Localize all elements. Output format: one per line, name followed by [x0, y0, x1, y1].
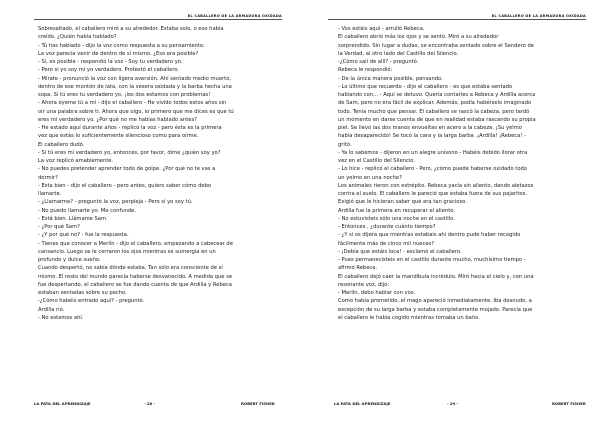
footer-author: ROBERT FISHER: [241, 401, 275, 406]
text-line: - Ya lo sabemos - dijeron en un alegre unísono - Habéis debido llorar otra: [338, 149, 528, 156]
text-line: El caballero dejó caer la mandíbula incrédulo. Miró hacia el cielo y, con una: [338, 273, 534, 280]
text-line: - Vos estáis aquí - arrulló Rebeca.: [338, 26, 425, 32]
text-line: Cuando despertó, no sabía dónde estaba. Tan sólo era consciente de sí: [38, 265, 223, 272]
text-line: el caballero le había cogido mientras tomaba un baño.: [338, 314, 480, 321]
text-line: - ¿Llamarme? - preguntó la voz, perpleja - Pero sí yo soy tú.: [38, 199, 193, 206]
text-line: La voz replicó amablemente.: [38, 158, 114, 164]
footer-author: ROBERT FISHER: [552, 401, 586, 406]
text-line: La voz parecía venir de dentro de sí mismo. ¿Eso era posible?: [38, 50, 199, 57]
text-line: - Lo hice - replicó el caballero - Pero, ¿cómo puede haberse oxidado todo: [338, 166, 527, 173]
text-line: - No estamos ahí.: [38, 314, 84, 321]
text-line: afirmó Rebeca.: [338, 265, 378, 272]
page-number: - 28 -: [144, 401, 156, 406]
text-line: - ¡Debía que estáis loca! - exclamó el caballero.: [338, 248, 462, 255]
text-line: sorprendido. Sin lugar a dudas, se encontraba sentado sobre el Sendero de: [338, 42, 534, 49]
text-line: El caballero dudó.: [38, 141, 85, 148]
text-line: un momento en darse cuenta de que en realidad estaba rascando su propia: [338, 116, 536, 123]
text-line: dormir?: [38, 174, 58, 181]
text-line: gritó.: [338, 141, 352, 148]
text-line: piel. Se llevó las dos manos envueltas en acero a la cabeza. ¡Su yelmo: [338, 125, 522, 131]
text-line: - Esta bien - dijo el caballero - pero antes, quiero saber cómo debo: [38, 182, 212, 189]
text-line: - Merlín, debo hablar con vos.: [338, 290, 416, 296]
text-line: estaban sentadas sobre su pecho.: [38, 290, 127, 296]
header-rule: [328, 19, 586, 20]
text-line: - No puedo llamarte yo. Me confunde.: [38, 207, 137, 214]
text-line: -¿Cómo habéis entrado aquí? - preguntó.: [38, 298, 145, 305]
text-line: eres mi verdadero yo. ¿Por qué no me habías hablado antes?: [38, 116, 197, 123]
page-body: [34, 25, 268, 322]
page-body: [334, 25, 574, 322]
text-line: - De la única manera posible, pensando.: [338, 75, 443, 82]
text-line: - Está bien. Llámame Sam.: [38, 215, 108, 222]
text-line: - ¿Y si os dijera que mientras estabais ahí dentro pude haber recogido: [338, 232, 521, 239]
text-line: contra el suelo. El caballero le pareció que estaba fuera de sus pajaritos.: [338, 191, 528, 197]
text-line: sopa. Si tú eres tu verdadero yo, ¡los dos estamos con problemas!: [38, 92, 211, 98]
text-line: profundo y dulce sueño.: [38, 257, 101, 263]
text-line: - Sí, es posible - respondió la voz - Soy tu verdadero yo.: [38, 59, 183, 65]
text-line: - ¿Y por qué no? - fue la respuesta.: [38, 232, 129, 239]
text-line: vez que estás lo suficientemente silencioso como para oírme.: [38, 133, 199, 140]
text-line: - Tienes que conocer a Merlín - dijo el caballero, empezando a cabecear de: [38, 240, 233, 247]
text-line: la Verdad, al otro lado del Castillo del Silencio.: [338, 50, 459, 57]
text-line: Ardilla fue la primera en recuperar el aliento.: [338, 207, 455, 214]
text-line: fue despertando, el caballero se fue dando cuenta de que Ardilla y Rebeca: [38, 281, 232, 288]
text-line: hablando con... - Aquí se detuvo. Quería contarles a Rebeca y Ardilla acerca: [338, 92, 536, 98]
header-rule: [34, 19, 282, 20]
text-line: Ardilla rió.: [38, 306, 65, 313]
text-line: El caballero abrió más los ojos y se sentó. Miró a su alrededor: [338, 34, 499, 41]
text-line: - No puedes pretender aprender todo de golpe. ¿Por qué no te vas a: [38, 166, 216, 173]
text-line: Sobresaltado, el caballero miró a su alrededor. Estaba solo, o eso había: [38, 26, 224, 32]
text-line: Exigió que le hicieran saber qué era tan gracioso.: [338, 199, 467, 206]
right-page: [300, 0, 600, 424]
text-line: - Entonces , ¿durante cuánto tiempo?: [338, 224, 436, 230]
text-line: Los animales rieron con estrépito. Rebeca yacía sin aliento, dando aletazos: [338, 182, 534, 189]
text-line: -¿Cómo salí de allí? - preguntó.: [338, 59, 419, 65]
text-line: cansancio. Luego se le cerraron los ojos mientras se sumergía en un: [38, 248, 216, 255]
text-line: - Ahora óyeme tú a mí - dijo el caballero - He vivido todos estos años sin: [38, 100, 227, 107]
text-line: dentro de ese montón de lata, con la vesera oxidada y la barba hecha una: [38, 83, 232, 90]
text-line: Como había prometido, el mago apareció inmediatamente. Iba desnudo, a: [338, 298, 532, 305]
text-line: mismo. El resto del mundo parecía haberse desvanecido. A medida que se: [38, 273, 233, 280]
text-line: resonante voz, dijo:: [338, 281, 390, 288]
footer-book-title: LA PATA DEL APRENDIZAJE: [34, 401, 91, 406]
text-line: Rebeca le respondió:: [338, 67, 393, 74]
text-line: - Pero si yo soy mi yo verdadero. Protestó el caballero.: [38, 67, 180, 74]
running-header: EL CABALLERO DE LA ARMADURA OXIDADA: [491, 14, 586, 18]
text-line: - Tú has hablado - dijo la voz como respuesta a su pensamiento.: [38, 42, 205, 49]
page-number: - 29 -: [447, 401, 459, 406]
text-line: - No estuvisteis sólo una noche en el castillo.: [338, 215, 455, 222]
text-line: un yelmo en una noche?: [338, 174, 402, 181]
text-line: de Sam, pero no era fácil de explicar. Además, podía habérselo imaginado: [338, 100, 532, 107]
text-line: todo. Tenía mucho que pensar. El caballero se rascó la cabeza, pero tardó: [338, 108, 530, 115]
text-line: oír una palabra sobre ti. Ahora que oigo, lo primero que me dices es que tú: [38, 108, 234, 115]
text-line: - ¿Por qué Sam?: [38, 224, 80, 230]
text-line: había desaparecido! Se tocó la cara y la larga barba .¡Ardilla! ¡Rebeca! -: [338, 133, 526, 140]
text-line: - Mírate - pronunció la voz con ligera aversión. Ahí sentado medio muerto,: [38, 75, 232, 82]
text-line: - Si tú eres mi verdadero yo, entonces, por favor, dime ¿quién soy yo?: [38, 149, 221, 156]
text-line: - He estado aquí durante años - replicó la voz - pero ésta es la primera: [38, 125, 222, 131]
footer-book-title: LA PATA DEL APRENDIZAJE: [334, 401, 391, 406]
text-line: - Lo último que recuerdo - dijo el caballero - es que estaba sentado: [338, 83, 513, 90]
text-line: llamarte.: [38, 191, 62, 197]
text-line: excepción de su larga barba y estaba completamente mojado. Parecía que: [338, 306, 533, 313]
text-line: - Pues permanecisteis en el castillo durante mucho, muchísimo tiempo -: [338, 257, 526, 263]
running-header: EL CABALLERO DE LA ARMADURA OXIDADA: [187, 14, 282, 18]
text-line: fácilmente más de cinco mil nueces?: [338, 240, 434, 247]
text-line: creído. ¿Quién había hablado?: [38, 34, 117, 41]
text-line: vez en el Castillo del Silencio.: [338, 158, 415, 164]
